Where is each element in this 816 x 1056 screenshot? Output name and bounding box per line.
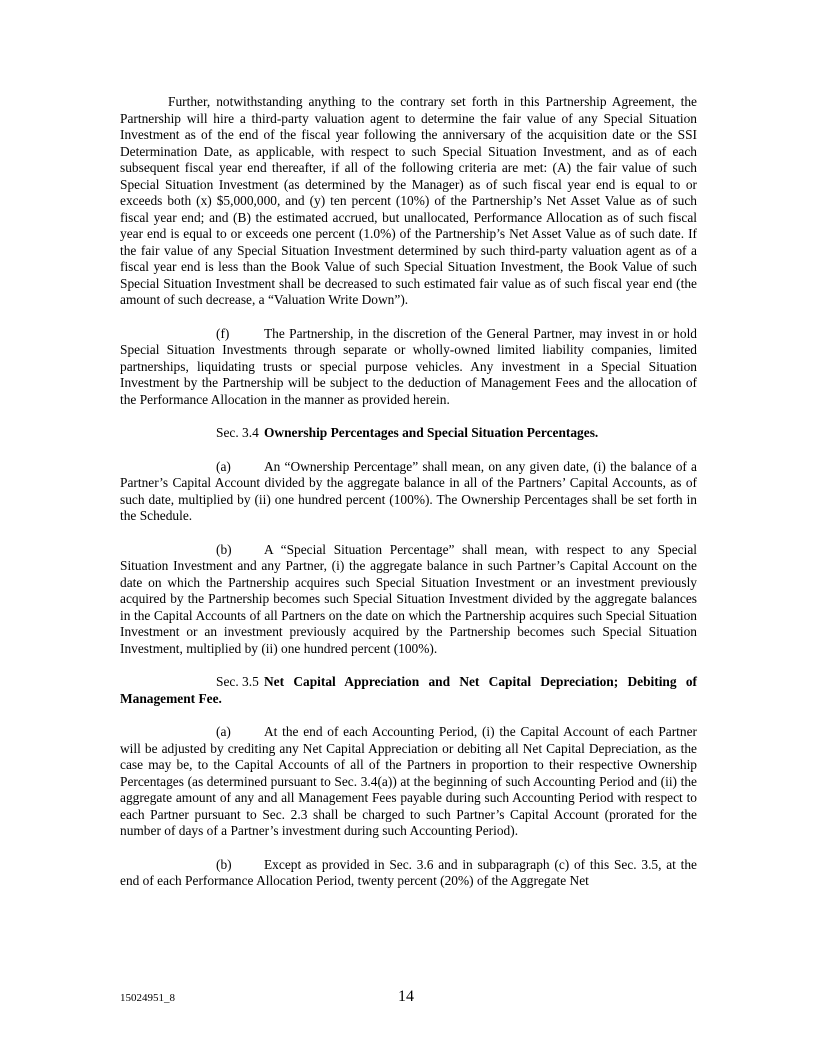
clause-text-3-4-b: A “Special Situation Percentage” shall mean, with respect to any Special Situation Investment and any Partner, (i) the aggregate balance in such Partner’s Capital Account on the date on which the Partnership acquires such Special Situation Investment or an investment previously acquired by the Partnership becomes such Special Situation Investment divided by the aggregate balances in the Capital Accounts of all Partners on the date on which the Partnership acquires such Special Situation Investment or an investment previously acquired by the Partnership becomes such Special Situation Investment, multiplied by (ii) one hundred percent (100%).: [120, 541, 697, 656]
clause-marker-f: (f): [216, 325, 230, 341]
section-title-3-5: Net Capital Appreciation and Net Capital Depreciation; Debiting of Management Fee.: [120, 674, 697, 706]
section-number-3-4: Sec. 3.4: [216, 425, 259, 440]
paragraph-3-4-a: [120, 459, 697, 525]
section-heading-3-4: [120, 425, 697, 442]
paragraph-valuation-agent: Further, notwithstanding anything to the contrary set forth in this Partnership Agreement, the Partnership will hire a third-party valuation agent to determine the fair value of any Special Situation Investment as of the end of the fiscal year following the anniversary of the acquisition date or the SSI Determination Date, as applicable, with respect to such Special Situation Investment, and as of each subsequent fiscal year end thereafter, if all of the following criteria are met: (A) the fair value of such Special Situation Investment (as determined by the Manager) as of such fiscal year end is equal to or exceeds both (x) $5,000,000, and (y) ten percent (10%) of the Partnership’s Net Asset Value as of such fiscal year end; and (B) the estimated accrued, but unallocated, Performance Allocation as of such fiscal year end is equal to or exceeds one percent (1.0%) of the Partnership’s Net Asset Value as of such date. If the fair value of any Special Situation Investment determined by such third-party valuation agent as of a fiscal year end is less than the Book Value of such Special Situation Investment, the Book Value of such Special Situation Investment shall be decreased to such estimated fair value as of such fiscal year end (the amount of such decrease, a “Valuation Write Down”).: [120, 94, 697, 307]
clause-text-3-4-a: An “Ownership Percentage” shall mean, on any given date, (i) the balance of a Partner’s Capital Account divided by the aggregate balance in all of the Partners’ Capital Accounts, as of such date, multiplied by (ii) one hundred percent (100%). The Ownership Percentages shall be set forth in the Schedule.: [120, 458, 697, 523]
section-title-3-4: Ownership Percentages and Special Situation Percentages.: [264, 425, 599, 440]
clause-marker-3-5-b: (b): [216, 856, 232, 872]
paragraph-3-5-a: [120, 724, 697, 840]
clause-marker-3-5-a: (a): [216, 724, 231, 739]
section-number-3-5: Sec. 3.5: [216, 674, 259, 689]
document-id: 15024951_8: [120, 992, 175, 1004]
clause-text-3-5-a: At the end of each Accounting Period, (i) the Capital Account of each Partner will be adjusted by crediting any Net Capital Appreciation or debiting all Net Capital Depreciation, as the case may be, to the Capital Accounts of all of the Partners in proportion to their respective Ownership Percentages (as determined pursuant to Sec. 3.4(a)) at the beginning of such Accounting Period and (ii) the aggregate amount of any and all Management Fees payable during such Accounting Period with respect to each Partner pursuant to Sec. 2.3 shall be charged to such Partner’s Capital Account (prorated for the number of days of a Partner’s investment during such Accounting Period).: [120, 724, 697, 838]
page-footer: [120, 988, 697, 1012]
section-heading-3-5: [120, 674, 697, 707]
document-body: [120, 94, 697, 907]
paragraph-3-4-b: [120, 542, 697, 658]
clause-marker-3-4-b: (b): [216, 541, 232, 557]
clause-text-f: The Partnership, in the discretion of the General Partner, may invest in or hold Special Situation Investments through separate or wholly-owned limited liability companies, limited partnerships, liquidating trusts or special purpose vehicles. Any investment in a Special Situation Investment by the Partnership will be subject to the deduction of Management Fees and the allocation of the Performance Allocation in the manner as provided herein.: [120, 325, 697, 407]
paragraph-f: [120, 326, 697, 409]
clause-text-3-5-b: Except as provided in Sec. 3.6 and in subparagraph (c) of this Sec. 3.5, at the end of each Performance Allocation Period, twenty percent (20%) of the Aggregate Net: [120, 856, 697, 888]
paragraph-3-5-b: [120, 857, 697, 890]
clause-marker-3-4-a: (a): [216, 458, 231, 474]
page-number: 14: [398, 988, 414, 1005]
